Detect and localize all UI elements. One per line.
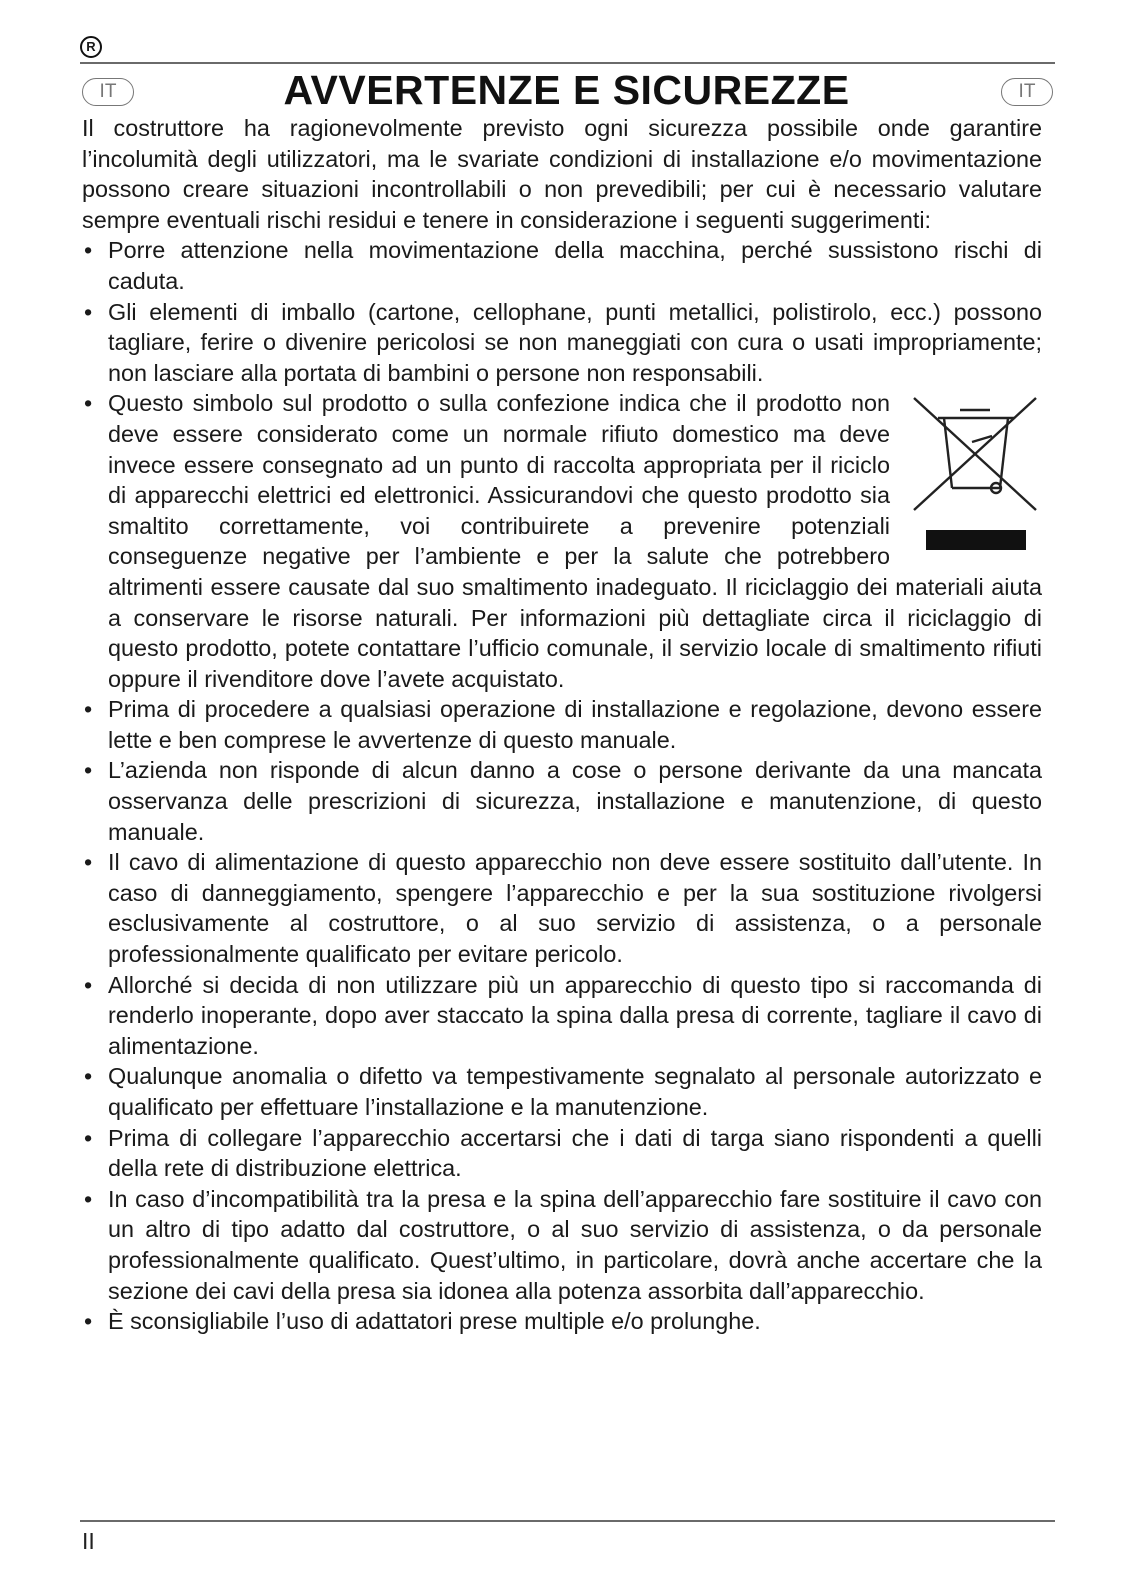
list-item: • Prima di procedere a qualsiasi operazione di installazione e regolazione, devono essere lette e ben comprese le avvertenze di questo manuale. — [82, 694, 1042, 755]
list-item: • Prima di collegare l’apparecchio accertarsi che i dati di targa siano rispondenti a quelli della rete di distribuzione elettrica. — [82, 1123, 1042, 1184]
crossed-out-wheelie-bin-icon — [908, 392, 1042, 557]
list-item: • Qualunque anomalia o difetto va tempestivamente segnalato al personale autorizzato e qualificato per effettuare l’installazione e la manutenzione. — [82, 1061, 1042, 1122]
intro-paragraph: Il costruttore ha ragionevolmente previsto ogni sicurezza possibile onde garantire l’incolumità degli utilizzatori, ma le svariate condizioni di installazione e/o movimentazione possono creare situazioni incontrollabili o non prevedibili; per cui è necessario valutare sempre eventuali rischi residui e tenere in considerazione i seguenti suggerimenti: — [82, 115, 1042, 233]
list-item: • Porre attenzione nella movimentazione della macchina, perché sussistono rischi di caduta. — [82, 235, 1042, 296]
list-item: • L’azienda non risponde di alcun danno a cose o persone derivante da una mancata osservanza delle prescrizioni di sicurezza, installazione e manutenzione, di questo manuale. — [82, 755, 1042, 847]
list-item: • Allorché si decida di non utilizzare più un apparecchio di questo tipo si raccomanda di renderlo inoperante, dopo aver staccato la spina dalla presa di corrente, tagliare il cavo di alimentazione. — [82, 970, 1042, 1062]
language-badge-right: IT — [1001, 78, 1053, 106]
document-body — [82, 113, 1042, 1337]
language-badge-left: IT — [82, 78, 134, 106]
list-item: • In caso d’incompatibilità tra la presa e la spina dell’apparecchio fare sostituire il cavo con un altro di tipo adatto dal costruttore, o al suo servizio di assistenza, o da personale professionalmente qualificato. Quest’ultimo, in particolare, dovrà anche accertare che la sezione dei cavi della presa sia idonea alla potenza assorbita dall’apparecchio. — [82, 1184, 1042, 1306]
list-item: • È sconsigliabile l’uso di adattatori prese multiple e/o prolunghe. — [82, 1306, 1042, 1337]
list-item: • Il cavo di alimentazione di questo apparecchio non deve essere sostituito dall’utente. In caso di danneggiamento, spengere l’apparecchio e per la sua sostituzione rivolgersi esclusivamente al costruttore, o al suo servizio di assistenza, o a personale professionalmente qualificato per evitare pericolo. — [82, 847, 1042, 969]
page-number: II — [82, 1528, 95, 1554]
page-title: AVVERTENZE E SICUREZZE — [283, 67, 850, 113]
list-item: • Questo simbolo sul prodotto o sulla confezione indica che il prodotto non deve essere considerato come un normale rifiuto domestico ma deve invece essere consegnato ad un punto di raccolta appropriata per il riciclo di apparecchi elettrici ed elettronici. Assicurandovi che questo prodotto sia smaltito correttamente, voi contribuirete a prevenire potenziali conseguenze negative per l’ambiente e per la salute che potrebbero altrimenti essere causate dal suo smaltimento inadeguato. Il riciclaggio dei materiali aiuta a conservare le risorse naturali. Per informazioni più dettagliate circa il riciclaggio di questo prodotto, potete contattare l’ufficio comunale, il servizio locale di smaltimento rifiuti oppure il rivenditore dove l’avete acquistato. — [82, 388, 1042, 694]
header-rule — [80, 62, 1055, 64]
footer-rule — [80, 1520, 1055, 1522]
brand-logo: R — [80, 36, 102, 58]
safety-list — [82, 235, 1042, 1336]
list-item: • Gli elementi di imballo (cartone, cellophane, punti metallici, polistirolo, ecc.) possono tagliare, ferire o divenire pericolosi se non maneggiati con cura o usati impropriamente; non lasciare alla portata di bambini o persone non responsabili. — [82, 297, 1042, 389]
